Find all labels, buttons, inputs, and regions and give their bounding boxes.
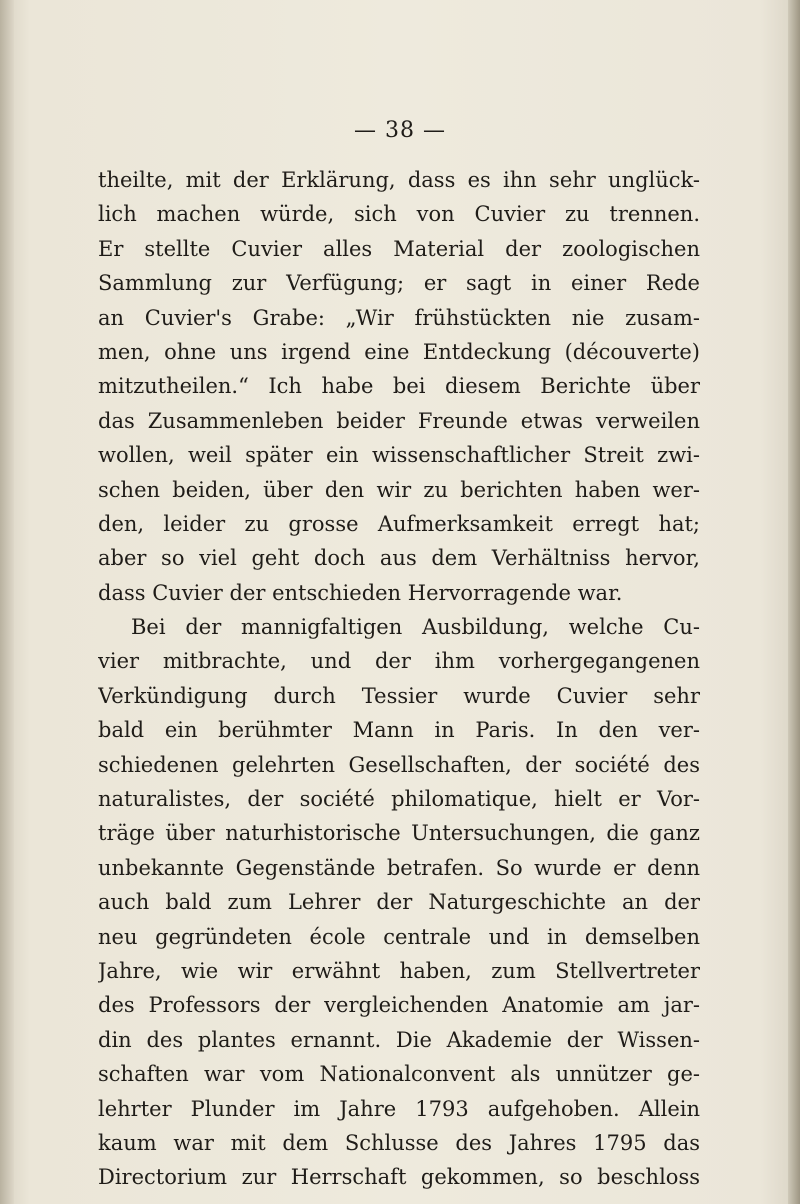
text-line: din des plantes ernannt. Die Akademie der Wissen- — [98, 1027, 700, 1052]
text-line: Jahre, wie wir erwähnt haben, zum Stellvertreter — [98, 958, 700, 983]
text-line: träge über naturhistorische Untersuchungen, die ganz — [98, 821, 700, 846]
text-line: Bei der mannigfaltigen Ausbildung, welche Cu- — [131, 615, 700, 640]
text-line: schen beiden, über den wir zu berichten haben wer- — [98, 477, 700, 502]
text-line: Sammlung zur Verfügung; er sagt in einer Rede — [98, 271, 700, 296]
text-line: Directorium zur Herrschaft gekommen, so beschloss — [98, 1165, 700, 1190]
text-line: das Zusammenleben beider Freunde etwas verweilen — [98, 408, 700, 433]
text-line: men, ohne uns irgend eine Entdeckung (découverte) — [98, 339, 700, 364]
body-text — [98, 163, 700, 1195]
text-line: Verkündigung durch Tessier wurde Cuvier sehr — [98, 683, 700, 708]
text-line: neu gegründeten école centrale und in demselben — [98, 924, 700, 949]
text-line: naturalistes, der société philomatique, hielt er Vor- — [98, 787, 700, 812]
text-line: Er stellte Cuvier alles Material der zoologischen — [98, 236, 700, 261]
text-line: mitzutheilen.“ Ich habe bei diesem Berichte über — [98, 374, 700, 399]
page-edge — [788, 0, 800, 1204]
text-line: an Cuvier's Grabe: „Wir frühstückten nie zusam- — [98, 305, 700, 330]
page-number: — 38 — — [354, 118, 446, 143]
text-line: unbekannte Gegenstände betrafen. So wurde er denn — [98, 855, 700, 880]
text-line: aber so viel geht doch aus dem Verhältniss hervor, — [98, 546, 700, 571]
page-gutter — [0, 0, 14, 1204]
text-line: dass Cuvier der entschieden Hervorragende war. — [98, 580, 623, 605]
text-line: schaften war vom Nationalconvent als unnützer ge- — [98, 1062, 700, 1087]
text-line: lich machen würde, sich von Cuvier zu trennen. — [98, 202, 700, 227]
text-line: vier mitbrachte, und der ihm vorhergegangenen — [98, 649, 700, 674]
text-line: wollen, weil später ein wissenschaftlicher Streit zwi- — [98, 443, 700, 468]
text-line: schiedenen gelehrten Gesellschaften, der société des — [98, 752, 700, 777]
text-line: des Professors der vergleichenden Anatomie am jar- — [98, 993, 700, 1018]
text-line: auch bald zum Lehrer der Naturgeschichte an der — [98, 890, 700, 915]
text-line: theilte, mit der Erklärung, dass es ihn sehr unglück- — [98, 168, 700, 192]
text-line: den, leider zu grosse Aufmerksamkeit erregt hat; — [98, 511, 700, 536]
text-line: kaum war mit dem Schlusse des Jahres 1795 das — [98, 1130, 700, 1155]
text-line: bald ein berühmter Mann in Paris. In den ver- — [98, 718, 700, 743]
text-line: lehrter Plunder im Jahre 1793 aufgehoben. Allein — [98, 1096, 700, 1121]
